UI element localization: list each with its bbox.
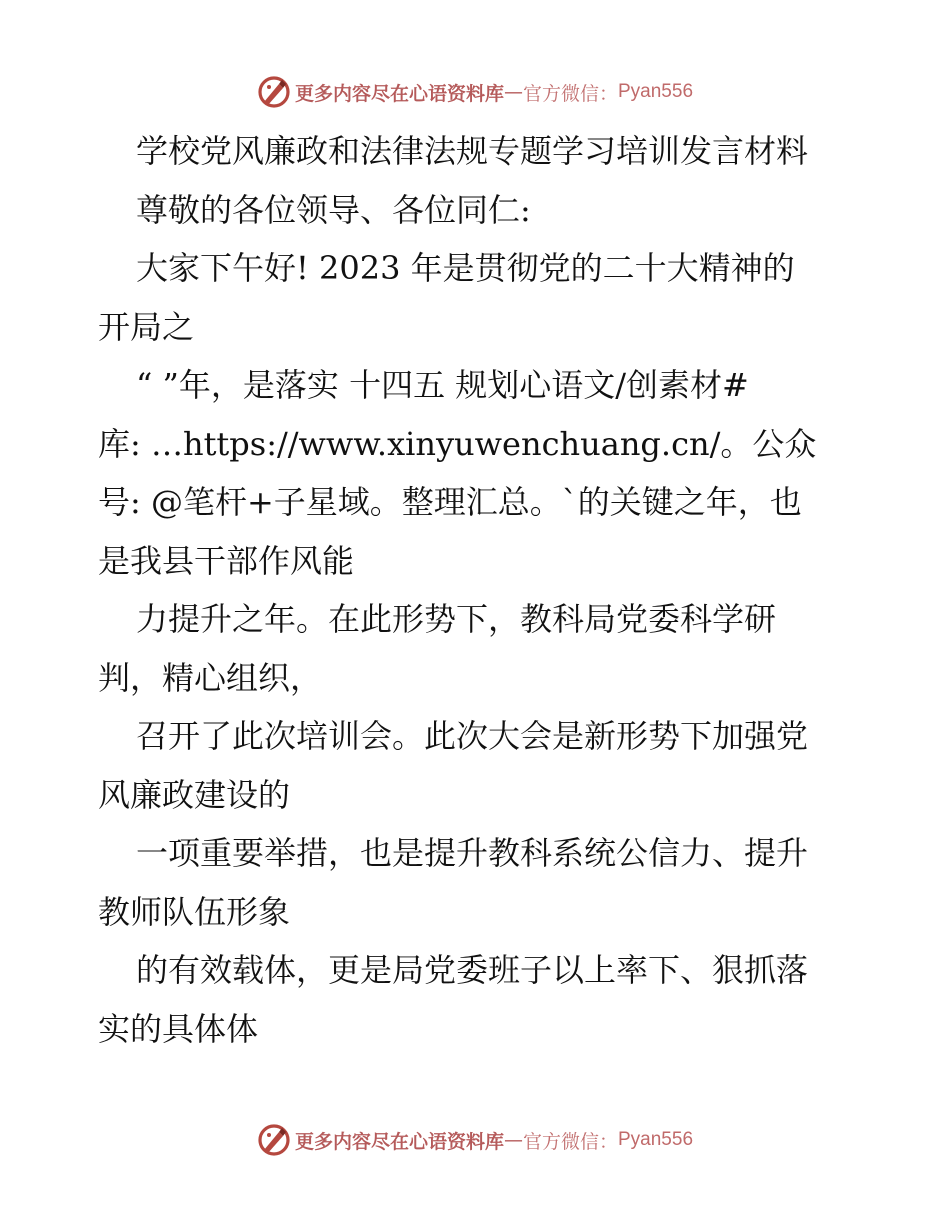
header-banner-main-text: 更多内容尽在心语资料库 [294,82,504,105]
footer-banner [0,1118,950,1162]
paragraph-line: 风廉政建设的 [98,775,291,814]
paragraph-line: “ ”年，是落实 十四五 规划心语文/创素材# [136,366,749,404]
header-banner-content [257,75,693,109]
header-banner-separator: — [503,81,523,103]
pen-seal-logo-icon [257,1123,291,1157]
footer-banner-separator: — [503,1129,523,1151]
paragraph-line: 一项重要举措，也是提升教科系统公信力、提升 [136,834,809,872]
paragraph-line: 库: …https://www.xinyuwenchuang.cn/。公众 [98,424,817,463]
footer-banner-official-label: 官方微信： [522,1130,618,1153]
paragraph-line: 判，精心组织， [98,658,323,697]
paragraph-line: 开局之 [98,307,195,346]
paragraph-line: 的有效载体，更是局党委班子以上率下、狠抓落 [136,951,809,989]
paragraph-line: 大家下午好! 2023 年是贯彻党的二十大精神的 [136,249,795,287]
footer-banner-main-text: 更多内容尽在心语资料库 [294,1130,504,1153]
header-banner [0,70,950,114]
footer-banner-wechat-id: Pyan556 [618,1129,694,1150]
pen-seal-logo-icon [257,75,291,109]
footer-banner-content [257,1123,693,1157]
header-banner-wechat-id: Pyan556 [618,81,694,102]
paragraph-line: 召开了此次培训会。此次大会是新形势下加强党 [136,717,809,755]
paragraph-line: 力提升之年。在此形势下，教科局党委科学研 [136,600,777,638]
paragraph-line: 是我县干部作风能 [98,541,355,580]
document-salutation: 尊敬的各位领导、各位同仁: [136,190,531,229]
document-body [98,122,858,1058]
document-title: 学校党风廉政和法律法规专题学习培训发言材料 [136,132,809,170]
header-banner-official-label: 官方微信： [522,82,618,105]
paragraph-line: 实的具体体 [98,1009,259,1048]
paragraph-line: 教师队伍形象 [98,892,291,931]
paragraph-line: 号: @笔杆+子星域。整理汇总。`的关键之年，也 [98,483,802,521]
